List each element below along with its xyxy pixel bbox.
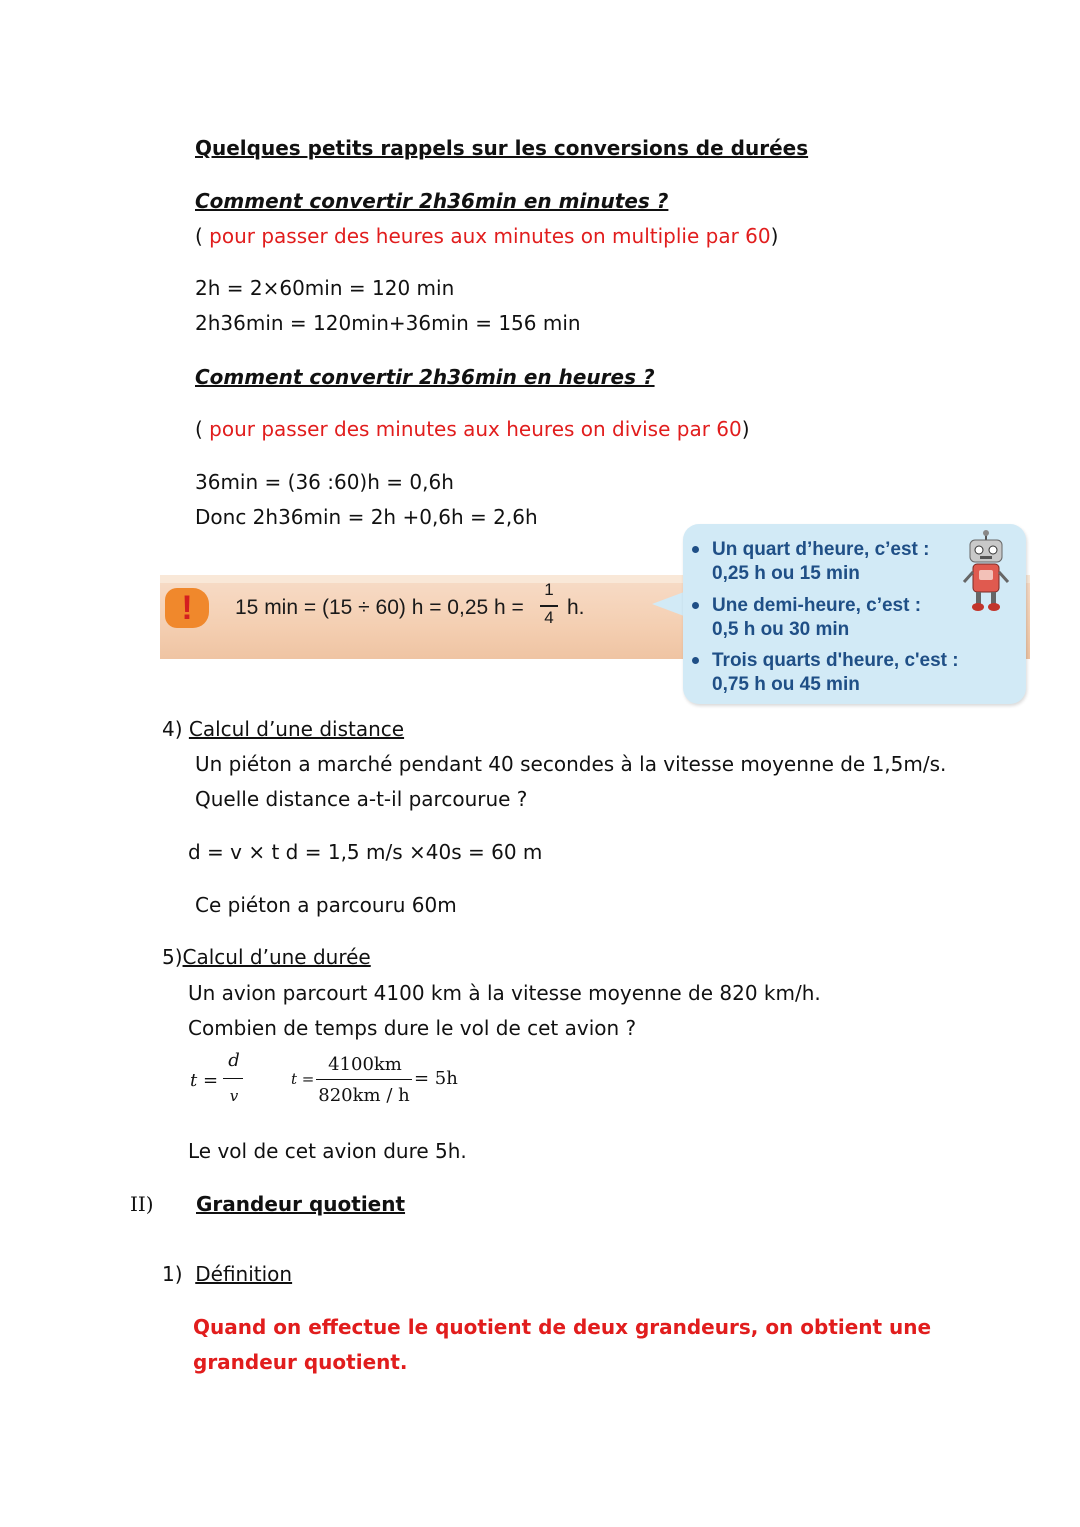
question-minutes: Comment convertir 2h36min en minutes ? bbox=[195, 189, 669, 213]
hint-heures bbox=[195, 417, 750, 441]
definition-text: grandeur quotient. bbox=[193, 1350, 408, 1374]
hint-minutes bbox=[195, 224, 778, 248]
conversion-line: 36min = (36 :60)h = 0,6h bbox=[195, 470, 454, 494]
formula1-denominator: v bbox=[229, 1087, 239, 1105]
formula1-bar bbox=[223, 1078, 243, 1079]
section5-title: Calcul d’une durée bbox=[182, 945, 371, 969]
insert-formula-end: h. bbox=[567, 596, 585, 619]
conversion-line: 2h36min = 120min+36min = 156 min bbox=[195, 311, 581, 335]
definition-number: 1) bbox=[162, 1262, 183, 1286]
hint-text: pour passer des minutes aux heures on divise par 60 bbox=[202, 417, 742, 441]
robot-icon bbox=[960, 530, 1012, 614]
bullet-icon bbox=[692, 602, 699, 609]
part2-title: Grandeur quotient bbox=[196, 1192, 406, 1216]
bubble-line: Une demi-heure, c’est : bbox=[712, 595, 922, 616]
section4-formula: d = v × t d = 1,5 m/s ×40s = 60 m bbox=[188, 840, 543, 864]
definition-heading bbox=[162, 1262, 292, 1286]
formula2-numerator: 4100km bbox=[328, 1054, 402, 1075]
definition-text: Quand on effectue le quotient de deux grandeurs, on obtient une bbox=[193, 1315, 932, 1339]
hint-open: ( bbox=[195, 224, 203, 248]
conversion-line: 2h = 2×60min = 120 min bbox=[195, 276, 455, 300]
bullet-icon bbox=[692, 657, 699, 664]
section5-answer: Le vol de cet avion dure 5h. bbox=[188, 1139, 467, 1163]
section4-answer: Ce piéton a parcouru 60m bbox=[195, 893, 457, 917]
bubble-line: 0,75 h ou 45 min bbox=[712, 674, 860, 695]
bullet-icon bbox=[692, 546, 699, 553]
section4-text: Quelle distance a-t-il parcourue ? bbox=[195, 787, 528, 811]
formula2-result: = 5h bbox=[414, 1068, 458, 1089]
formula1-lhs: t = bbox=[190, 1070, 219, 1091]
formula2-denominator: 820km / h bbox=[318, 1085, 410, 1106]
section4-text: Un piéton a marché pendant 40 secondes à la vitesse moyenne de 1,5m/s. bbox=[195, 752, 947, 776]
bubble-line: Un quart d’heure, c’est : bbox=[712, 539, 930, 560]
section5-heading bbox=[162, 945, 371, 969]
bubble-line: Trois quarts d'heure, c'est : bbox=[712, 650, 959, 671]
hint-close: ) bbox=[741, 417, 750, 441]
conversion-line: Donc 2h36min = 2h +0,6h = 2,6h bbox=[195, 505, 538, 529]
section5-text: Combien de temps dure le vol de cet avion ? bbox=[188, 1016, 637, 1040]
fraction-denominator: 4 bbox=[544, 608, 554, 627]
bubble-line: 0,5 h ou 30 min bbox=[712, 619, 850, 640]
rappels-title: Quelques petits rappels sur les conversions de durées bbox=[195, 136, 809, 160]
section4-title: Calcul d’une distance bbox=[188, 717, 405, 741]
hint-text: pour passer des heures aux minutes on multiplie par 60 bbox=[202, 224, 771, 248]
hint-close: ) bbox=[770, 224, 779, 248]
bubble-line: 0,25 h ou 15 min bbox=[712, 563, 860, 584]
fraction-bar bbox=[540, 605, 558, 607]
warning-icon: ! bbox=[165, 588, 209, 628]
definition-title: Définition bbox=[195, 1262, 293, 1286]
formula1-numerator: d bbox=[228, 1050, 240, 1071]
section5-number: 5) bbox=[162, 945, 183, 969]
bubble-tail bbox=[652, 592, 684, 616]
formula2-bar bbox=[316, 1079, 412, 1080]
formula2-lhs: t = bbox=[291, 1070, 315, 1088]
part2-number: II) bbox=[130, 1192, 154, 1216]
insert-formula: 15 min = (15 ÷ 60) h = 0,25 h = bbox=[235, 596, 524, 619]
section4-heading bbox=[162, 717, 404, 741]
section4-number: 4) bbox=[162, 717, 183, 741]
hint-open: ( bbox=[195, 417, 203, 441]
question-heures: Comment convertir 2h36min en heures ? bbox=[195, 365, 655, 389]
section5-text: Un avion parcourt 4100 km à la vitesse moyenne de 820 km/h. bbox=[188, 981, 821, 1005]
fraction-numerator: 1 bbox=[544, 580, 554, 599]
